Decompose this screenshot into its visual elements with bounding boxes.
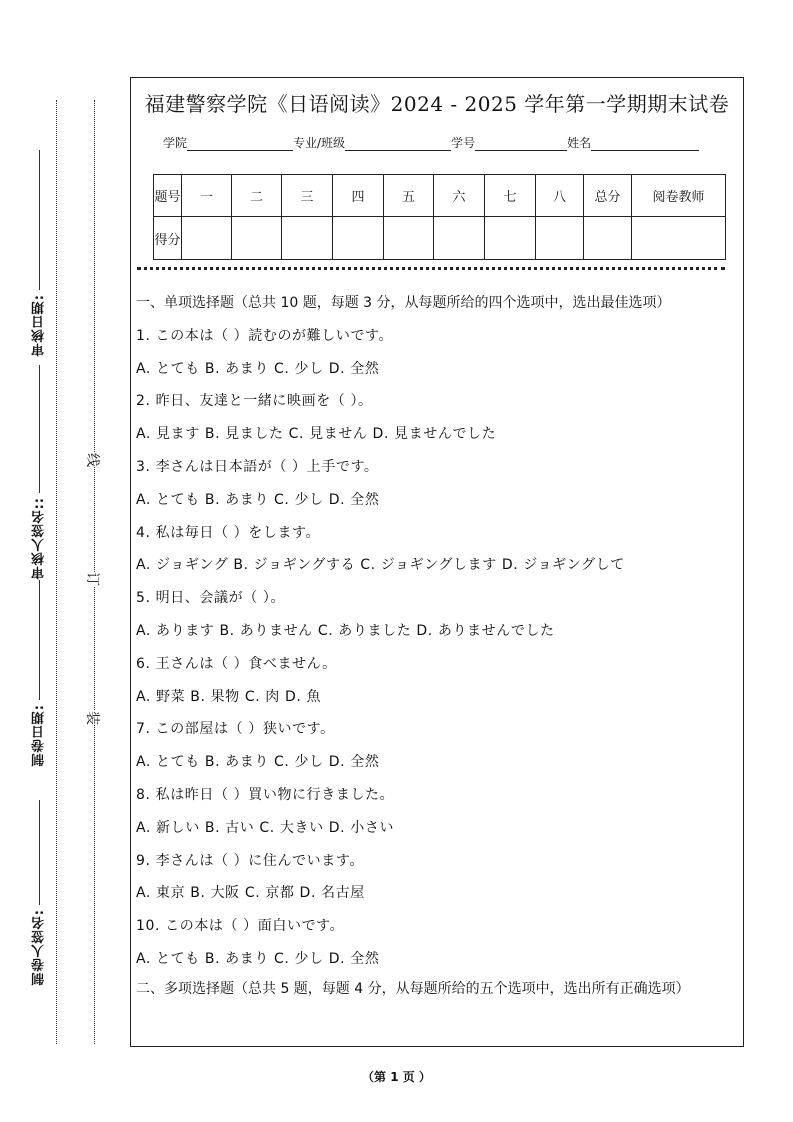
score-table: [153, 174, 726, 260]
score-col-6: 六: [434, 175, 485, 217]
options-10: A. とても B. あまり C. 少し D. 全然: [136, 950, 380, 967]
question-5: 5. 明日、会議が（ ）。: [136, 590, 286, 607]
question-6: 6. 王さんは（ ）食べません。: [136, 655, 337, 672]
reviewer-sign-label: 审核人签名::: [31, 497, 47, 580]
header-divider: [137, 267, 725, 270]
maker-date-label: 制卷日期:: [31, 704, 47, 767]
options-3: A. とても B. あまり C. 少し D. 全然: [136, 491, 380, 508]
question-8: 8. 私は昨日（ ）買い物に行きました。: [136, 786, 395, 803]
options-1: A. とても B. あまり C. 少し D. 全然: [136, 360, 380, 377]
exam-body: [136, 289, 739, 1011]
student-id-label: 学号: [451, 136, 476, 150]
reviewer-date-label: 审核日期:: [31, 294, 47, 357]
student-id-blank[interactable]: [475, 137, 567, 151]
score-col-5: 五: [384, 175, 434, 217]
maker-date-blank[interactable]: [39, 580, 40, 700]
question-10: 10. この本は（ ）面白いです。: [136, 918, 345, 935]
options-9: A. 東京 B. 大阪 C. 京都 D. 名古屋: [136, 885, 365, 902]
mark-line: 线: [81, 453, 105, 467]
score-col-4: 四: [333, 175, 384, 217]
major-class-blank[interactable]: [345, 137, 451, 151]
question-3: 3. 李さんは日本語が（ ）上手です。: [136, 458, 379, 475]
score-cell[interactable]: [333, 217, 384, 260]
maker-sign-blank[interactable]: [39, 800, 40, 905]
question-9: 9. 李さんは（ ）に住んでいます。: [136, 852, 364, 869]
exam-frame: [130, 77, 744, 1047]
question-7: 7. この部屋は（ ）狭いです。: [136, 721, 335, 738]
page-number: （第 1 页 ）: [362, 1070, 431, 1084]
score-row1-label: 题号: [154, 175, 182, 217]
college-label: 学院: [163, 136, 188, 150]
maker-date-field: [22, 580, 56, 766]
maker-sign-field: [22, 800, 56, 985]
score-cell[interactable]: [434, 217, 485, 260]
name-label: 姓名: [567, 136, 592, 150]
binding-dotted-line-outer: [56, 100, 57, 1044]
options-8: A. 新しい B. 古い C. 大きい D. 小さい: [136, 819, 395, 836]
maker-sign-label: 制卷人签名:: [31, 909, 47, 986]
reviewer-date-field: [22, 150, 56, 356]
question-4: 4. 私は毎日（ ）をします。: [136, 524, 321, 541]
options-5: A. あります B. ありません C. ありました D. ありませんでした: [136, 622, 555, 639]
score-cell[interactable]: [584, 217, 632, 260]
options-4: A. ジョギング B. ジョギングする C. ジョギングします D. ジョギングして: [136, 557, 625, 574]
score-cell[interactable]: [384, 217, 434, 260]
score-cell[interactable]: [485, 217, 536, 260]
score-row2-label: 得分: [154, 217, 182, 260]
question-2: 2. 昨日、友達と一緒に映画を（ ）。: [136, 393, 373, 410]
options-7: A. とても B. あまり C. 少し D. 全然: [136, 754, 380, 771]
options-6: A. 野菜 B. 果物 C. 肉 D. 魚: [136, 688, 322, 705]
score-col-1: 一: [182, 175, 232, 217]
section2-heading: 二、多项选择题（总共 5 题，每题 4 分，从每题所给的五个选项中，选出所有正确选项）: [136, 980, 690, 997]
exam-title: 福建警察学院《日语阅读》2024 - 2025 学年第一学期期末试卷: [144, 92, 730, 116]
mark-bind: 订: [81, 572, 105, 586]
score-col-total: 总分: [584, 175, 632, 217]
score-cell[interactable]: [182, 217, 232, 260]
reviewer-sign-field: [22, 365, 56, 579]
score-col-8: 八: [536, 175, 584, 217]
section1-heading: 一、单项选择题（总共 10 题，每题 3 分，从每题所给的四个选项中，选出最佳选项）: [136, 295, 671, 311]
score-cell[interactable]: [632, 217, 726, 260]
major-class-label: 专业/班级: [293, 136, 346, 150]
mark-pack: 装: [81, 711, 105, 725]
score-cell[interactable]: [282, 217, 333, 260]
student-info-row: [163, 134, 699, 151]
reviewer-date-blank[interactable]: [39, 150, 40, 290]
score-col-2: 二: [232, 175, 282, 217]
score-col-7: 七: [485, 175, 536, 217]
reviewer-sign-blank[interactable]: [39, 365, 40, 493]
score-cell[interactable]: [232, 217, 282, 260]
question-1: 1. この本は（ ）読むのが難しいです。: [136, 327, 394, 344]
college-blank[interactable]: [187, 137, 293, 151]
score-col-grader: 阅卷教师: [632, 175, 726, 217]
name-blank[interactable]: [591, 137, 699, 151]
score-col-3: 三: [282, 175, 333, 217]
options-2: A. 見ます B. 見ました C. 見ません D. 見ませんでした: [136, 426, 497, 443]
score-cell[interactable]: [536, 217, 584, 260]
